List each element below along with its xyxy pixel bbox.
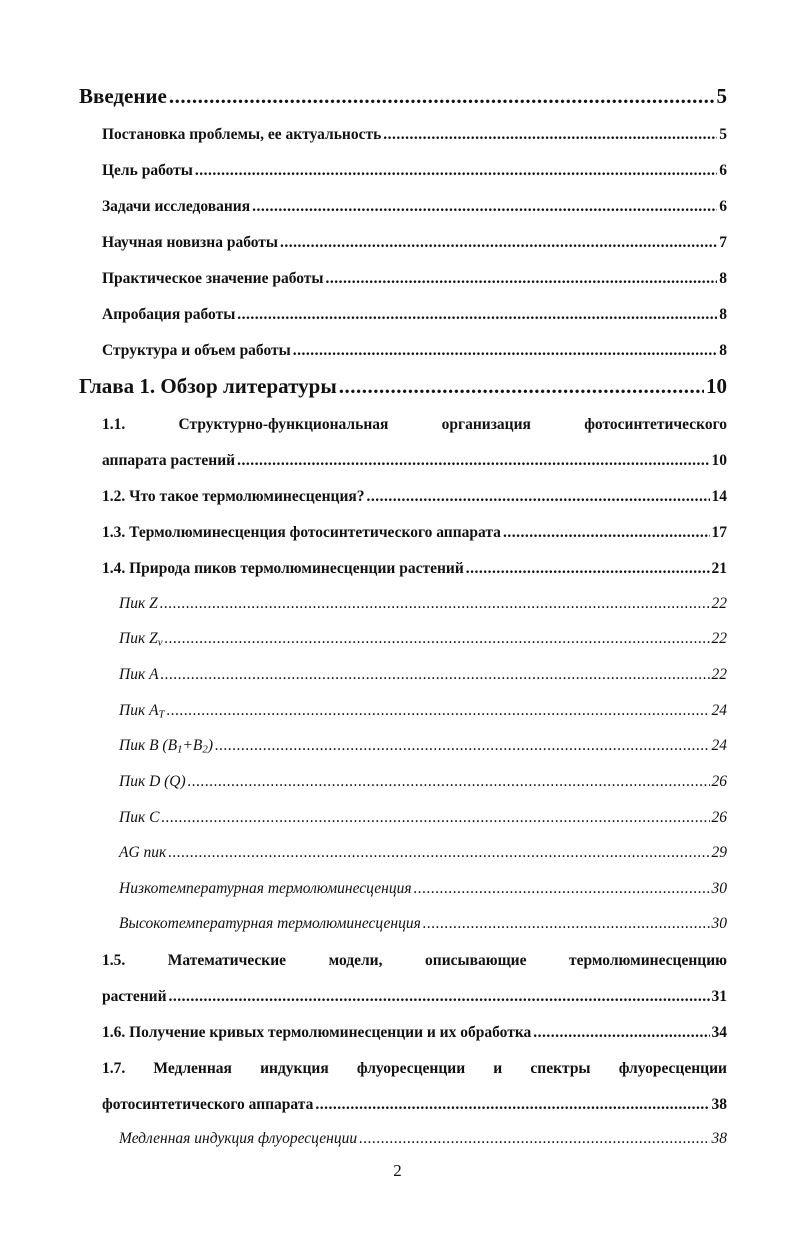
toc-word: описывающие (425, 952, 527, 969)
toc-leader (195, 162, 717, 180)
toc-entry-1-3[interactable] (102, 524, 727, 542)
toc-entry-1-7-line1[interactable] (102, 1060, 727, 1078)
toc-page: 24 (711, 702, 727, 719)
toc-entry-1-6[interactable] (102, 1024, 727, 1042)
toc-page: 8 (719, 342, 727, 359)
toc-word: флуоресценции (356, 1060, 466, 1077)
toc-entry-1-2[interactable] (102, 488, 727, 506)
toc-entry-novelty[interactable] (102, 234, 727, 252)
toc-entry-peak-d[interactable] (119, 773, 727, 791)
toc-leader (237, 306, 717, 324)
toc-title: Пик D (Q) (119, 773, 186, 790)
toc-title: Постановка проблемы, ее актуальность (102, 126, 382, 143)
toc-page: 22 (711, 630, 727, 647)
toc-title: 1.6. Получение кривых термолюминесценции и их обработка (102, 1024, 532, 1041)
toc-page: 5 (719, 126, 727, 143)
toc-page: 8 (719, 306, 727, 323)
toc-page: 5 (716, 84, 727, 108)
toc-entry-peak-a[interactable] (119, 666, 727, 684)
toc-leader (280, 234, 717, 252)
toc-leader (383, 126, 717, 144)
toc-leader (168, 844, 709, 862)
toc-page: 6 (719, 162, 727, 179)
toc-page: 21 (711, 560, 727, 577)
toc-page: 22 (711, 666, 727, 683)
toc-entry-1-5-line2[interactable] (102, 988, 727, 1006)
toc-title: Медленная индукция флуоресценции (119, 1130, 358, 1147)
toc-leader (533, 1024, 709, 1042)
toc-leader (169, 84, 715, 109)
toc-word: индукция (260, 1060, 329, 1077)
toc-title: аппарата растений (102, 452, 236, 469)
toc-entry-peak-c[interactable] (119, 809, 727, 827)
toc-title-text: ) (207, 737, 213, 754)
toc-word: термолюминесценцию (569, 952, 727, 969)
toc-title: AG пик (119, 844, 167, 861)
toc-word: Медленная (153, 1060, 232, 1077)
toc-page: 26 (711, 809, 727, 826)
toc-entry-slow-induction[interactable] (119, 1130, 727, 1148)
toc-entry-high-temp-tl[interactable] (119, 915, 727, 933)
toc-entry-chapter-1[interactable] (79, 374, 727, 399)
toc-page: 22 (711, 595, 727, 612)
toc-entry-1-4[interactable] (102, 560, 727, 578)
toc-leader (169, 988, 710, 1006)
toc-leader (367, 488, 710, 506)
toc-title: фотосинтетического аппарата (102, 1096, 314, 1113)
toc-leader (161, 809, 709, 827)
toc-entry-tasks[interactable] (102, 198, 727, 216)
toc-page: 29 (711, 844, 727, 861)
toc-leader (161, 666, 710, 684)
toc-title: Практическое значение работы (102, 270, 324, 287)
toc-title: 1.3. Термолюминесценция фотосинтетического аппарата (102, 524, 501, 541)
toc-title: Высокотемпературная термолюминесценция (119, 915, 421, 932)
toc-title (119, 630, 163, 649)
toc-word: фотосинтетического (584, 416, 727, 433)
toc-title: Задачи исследования (102, 198, 251, 215)
toc-leader (359, 1130, 709, 1148)
toc-word: флуоресценции (618, 1060, 727, 1077)
toc-entry-peak-at[interactable] (119, 702, 727, 721)
toc-page: 30 (711, 915, 727, 932)
toc-title: Цель работы (102, 162, 193, 179)
toc-entry-problem[interactable] (102, 126, 727, 144)
toc-page: 6 (719, 198, 727, 215)
toc-page: 10 (706, 374, 727, 398)
toc-title (119, 737, 213, 756)
toc-title: 1.2. Что такое термолюминесценция? (102, 488, 365, 505)
toc-page: 14 (711, 488, 727, 505)
toc-leader (215, 737, 710, 755)
toc-leader (315, 1096, 709, 1114)
toc-title: 1.4. Природа пиков термолюминесценции растений (102, 560, 464, 577)
toc-title (119, 702, 165, 721)
toc-page: 17 (711, 524, 727, 541)
toc-title-text: Пик Z (119, 630, 158, 647)
toc-title: Введение (79, 84, 167, 108)
page-number: 2 (393, 1161, 402, 1180)
toc-title: Структура и объем работы (102, 342, 291, 359)
toc-leader (165, 630, 710, 648)
toc-entry-practical[interactable] (102, 270, 727, 288)
toc-leader (326, 270, 718, 288)
toc-page: 24 (711, 737, 727, 754)
toc-page: 34 (711, 1024, 727, 1041)
toc-leader (466, 560, 710, 578)
toc-entry-peak-b[interactable] (119, 737, 727, 756)
toc-page: 26 (711, 773, 727, 790)
toc-entry-goal[interactable] (102, 162, 727, 180)
toc-entry-1-5-line1[interactable] (102, 952, 727, 970)
toc-title: растений (102, 988, 167, 1005)
toc-word: 1.1. (102, 416, 126, 433)
toc-title: Пик Z (119, 595, 158, 612)
toc-word: 1.5. (102, 952, 126, 969)
toc-entry-introduction[interactable] (79, 84, 727, 109)
toc-word: организация (441, 416, 531, 433)
toc-entry-peak-ag[interactable] (119, 844, 727, 862)
toc-entry-approbation[interactable] (102, 306, 727, 324)
toc-leader (160, 595, 710, 613)
toc-leader (252, 198, 717, 216)
toc-title: Глава 1. Обзор литературы (79, 374, 337, 398)
toc-entry-peak-z[interactable] (119, 595, 727, 613)
toc-title: Пик C (119, 809, 160, 826)
toc-leader (293, 342, 718, 360)
toc-leader (237, 452, 709, 470)
toc-subscript: T (158, 708, 165, 721)
toc-title: Апробация работы (102, 306, 236, 323)
toc-word: Математические (167, 952, 287, 969)
toc-subscript: v (157, 636, 163, 649)
toc-entry-peak-zv[interactable] (119, 630, 727, 649)
toc-title: Низкотемпературная термолюминесценция (119, 880, 412, 897)
toc-subscript: 1 (177, 743, 183, 756)
toc-word: 1.7. (102, 1060, 126, 1077)
toc-page: 30 (711, 880, 727, 897)
toc-page: 38 (711, 1130, 727, 1147)
toc-title-text: Пик B (B (119, 737, 178, 754)
toc-page: 38 (711, 1096, 727, 1113)
toc-entry-1-7-line2[interactable] (102, 1096, 727, 1114)
toc-leader (188, 773, 710, 791)
toc-leader (414, 880, 710, 898)
toc-word: Структурно-функциональная (178, 416, 389, 433)
toc-page: 8 (719, 270, 727, 287)
toc-title: Научная новизна работы (102, 234, 279, 251)
toc-page: 31 (711, 988, 727, 1005)
toc-leader (339, 374, 704, 399)
toc-page: 7 (719, 234, 727, 251)
toc-entry-1-1-line2[interactable] (102, 452, 727, 470)
toc-title: Пик A (119, 666, 159, 683)
toc-entry-1-1-line1[interactable] (102, 416, 727, 434)
toc-entry-structure[interactable] (102, 342, 727, 360)
toc-title-text: Пик A (119, 702, 159, 719)
toc-entry-low-temp-tl[interactable] (119, 880, 727, 898)
toc-subscript: 2 (202, 743, 208, 756)
toc-word: спектры (530, 1060, 591, 1077)
toc-word: модели, (328, 952, 383, 969)
toc-leader (167, 702, 710, 720)
toc-title-text: +B (182, 737, 203, 754)
toc-word: и (493, 1060, 503, 1077)
toc-leader (503, 524, 710, 542)
toc-page: 10 (711, 452, 727, 469)
toc-leader (423, 915, 710, 933)
